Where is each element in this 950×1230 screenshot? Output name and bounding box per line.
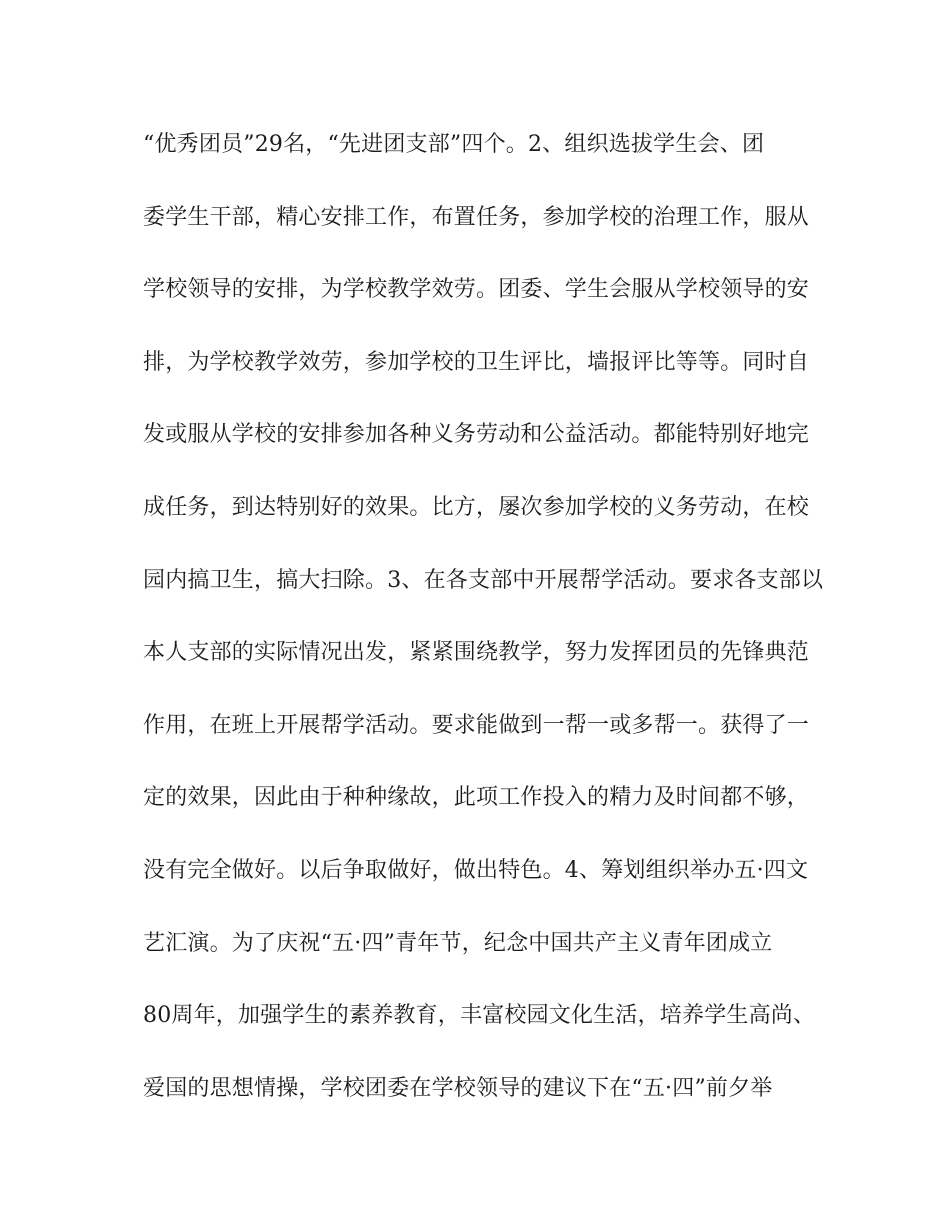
body-text [143, 125, 823, 1141]
text-line: 发或服从学校的安排参加各种义务劳动和公益活动。都能特别好地完 [143, 422, 810, 448]
text-line: 委学生干部，精心安排工作，布置任务，参加学校的治理工作，服从 [143, 204, 810, 230]
text-line: “优秀团员”29名，“先进团支部”四个。2、组织选拔学生会、团 [143, 132, 765, 157]
text-line: 没有完全做好。以后争取做好，做出特色。4、筹划组织举办五·四文 [143, 857, 809, 883]
text-line: 定的效果，因此由于种种缘故，此项工作投入的精力及时间都不够， [143, 785, 810, 811]
text-line: 作用，在班上开展帮学活动。要求能做到一帮一或多帮一。获得了一 [143, 712, 810, 738]
text-line: 排，为学校教学效劳，参加学校的卫生评比，墙报评比等等。同时自 [143, 349, 810, 375]
text-line: 本人支部的实际情况出发，紧紧围绕教学，努力发挥团员的先锋典范 [143, 640, 810, 666]
text-line: 成任务，到达特别好的效果。比方，屡次参加学校的义务劳动，在校 [143, 494, 810, 520]
text-line: 80周年，加强学生的素养教育，丰富校园文化生活，培养学生高尚、 [143, 1003, 816, 1029]
text-line: 爱国的思想情操，学校团委在学校领导的建议下在“五·四”前夕举 [143, 1075, 773, 1101]
text-line: 园内搞卫生，搞大扫除。3、在各支部中开展帮学活动。要求各支部以 [143, 567, 824, 593]
text-line: 学校领导的安排，为学校教学效劳。团委、学生会服从学校领导的安 [143, 277, 810, 303]
text-line: 艺汇演。为了庆祝“五·四”青年节，纪念中国共产主义青年团成立 [143, 930, 773, 956]
